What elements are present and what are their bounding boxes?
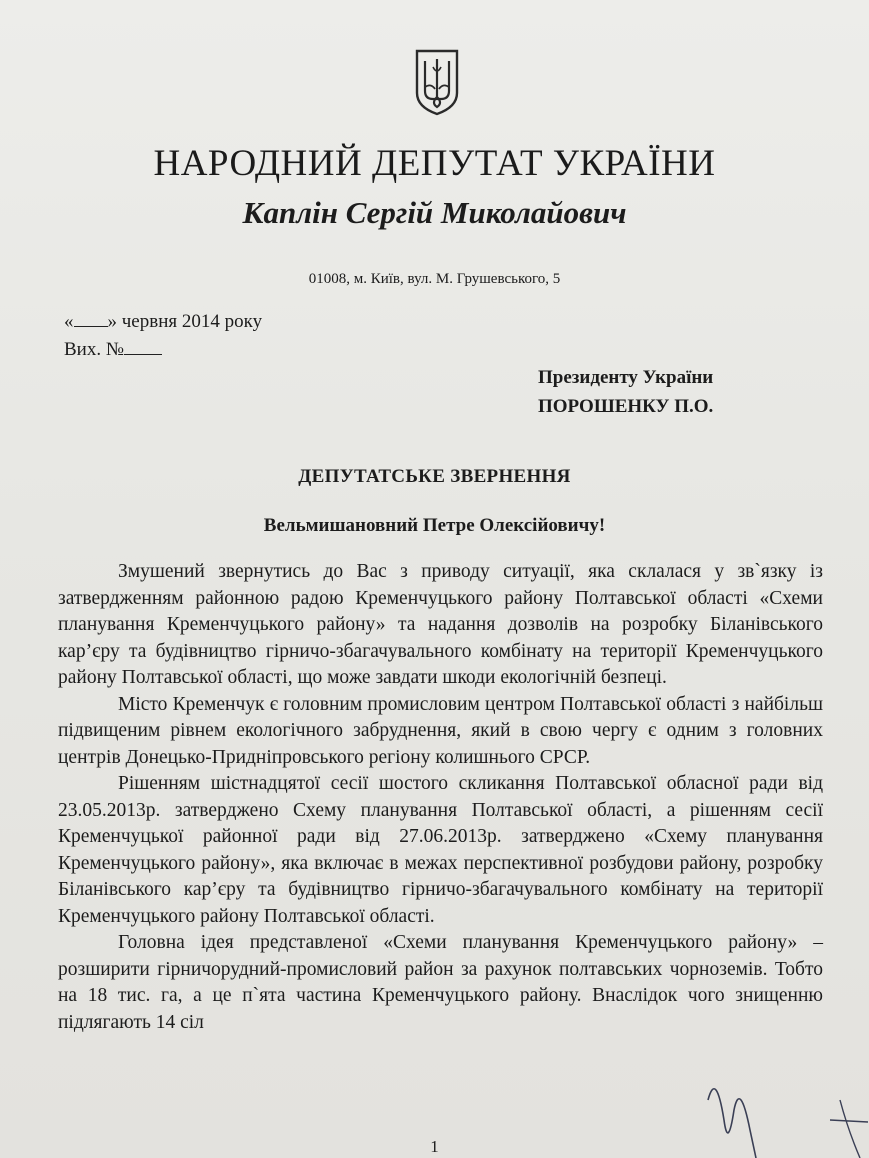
- letter-heading: ДЕПУТАТСЬКЕ ЗВЕРНЕННЯ: [298, 466, 571, 487]
- date-line: [64, 311, 262, 333]
- date-blank: [74, 312, 108, 327]
- recipient-name: ПОРОШЕНКУ П.О.: [538, 396, 714, 417]
- page-number: 1: [430, 1137, 439, 1156]
- paragraph: Головна ідея представленої «Схеми планування Кременчуцького району» – розширити гірничорудний-промисловий район за рахунок полтавських чорноземів. Тобто на 18 тис. га, а це п`ята частина Кременчуцького району. Внаслідок чого знищенню підлягають 14 сіл: [58, 932, 823, 1033]
- paragraph: Змушений звернутись до Вас з приводу ситуації, яка склалася у зв`язку із затвердженням районною радою Кременчуцького району Полтавської області «Схеми планування Кременчуцького району» та надання дозволів на розробку Біланівського кар’єру та будівництво гірничо-збагачувального комбінату на території Кременчуцького району Полтавської області, що може завдати шкоди екологічній безпеці.: [58, 561, 823, 688]
- paragraph: Рішенням шістнадцятої сесії шостого скликання Полтавської обласної ради від 23.05.2013р. затверджено Схему планування Полтавської області, а рішенням сесії Кременчуцької районної ради від 27.06.2013р. затверджено «Схему планування Кременчуцького району», яка включає в межах перспективної розбудови району, розробку Біланівського кар’єру та будівництво гірничо-збагачувального комбінату на території Кременчуцького району Полтавської області.: [58, 773, 823, 927]
- salutation: Вельмишановний Петре Олексійовичу!: [263, 515, 606, 536]
- deputy-address: 01008, м. Київ, вул. М. Грушевського, 5: [308, 271, 561, 287]
- outgoing-number-line: [64, 339, 162, 361]
- date-open-quote: «: [64, 311, 74, 332]
- date-text: » червня 2014 року: [107, 311, 263, 332]
- outgoing-blank: [124, 340, 162, 355]
- deputy-name: Каплін Сергій Миколайович: [242, 195, 627, 230]
- recipient-block: [538, 363, 713, 421]
- trident-emblem-icon: [411, 47, 463, 117]
- recipient-title: Президенту України: [538, 367, 714, 388]
- document-title: НАРОДНИЙ ДЕПУТАТ УКРАЇНИ: [153, 143, 716, 184]
- outgoing-label: Вих. №: [64, 339, 124, 360]
- paragraph: Місто Кременчук є головним промисловим центром Полтавської області з найбільш підвищеним рівнем екологічного забруднення, який в свою чергу є одним з головних центрів Донецько-Придніпровського регіону колишнього СРСР.: [58, 693, 823, 768]
- letter-body: [58, 559, 823, 1036]
